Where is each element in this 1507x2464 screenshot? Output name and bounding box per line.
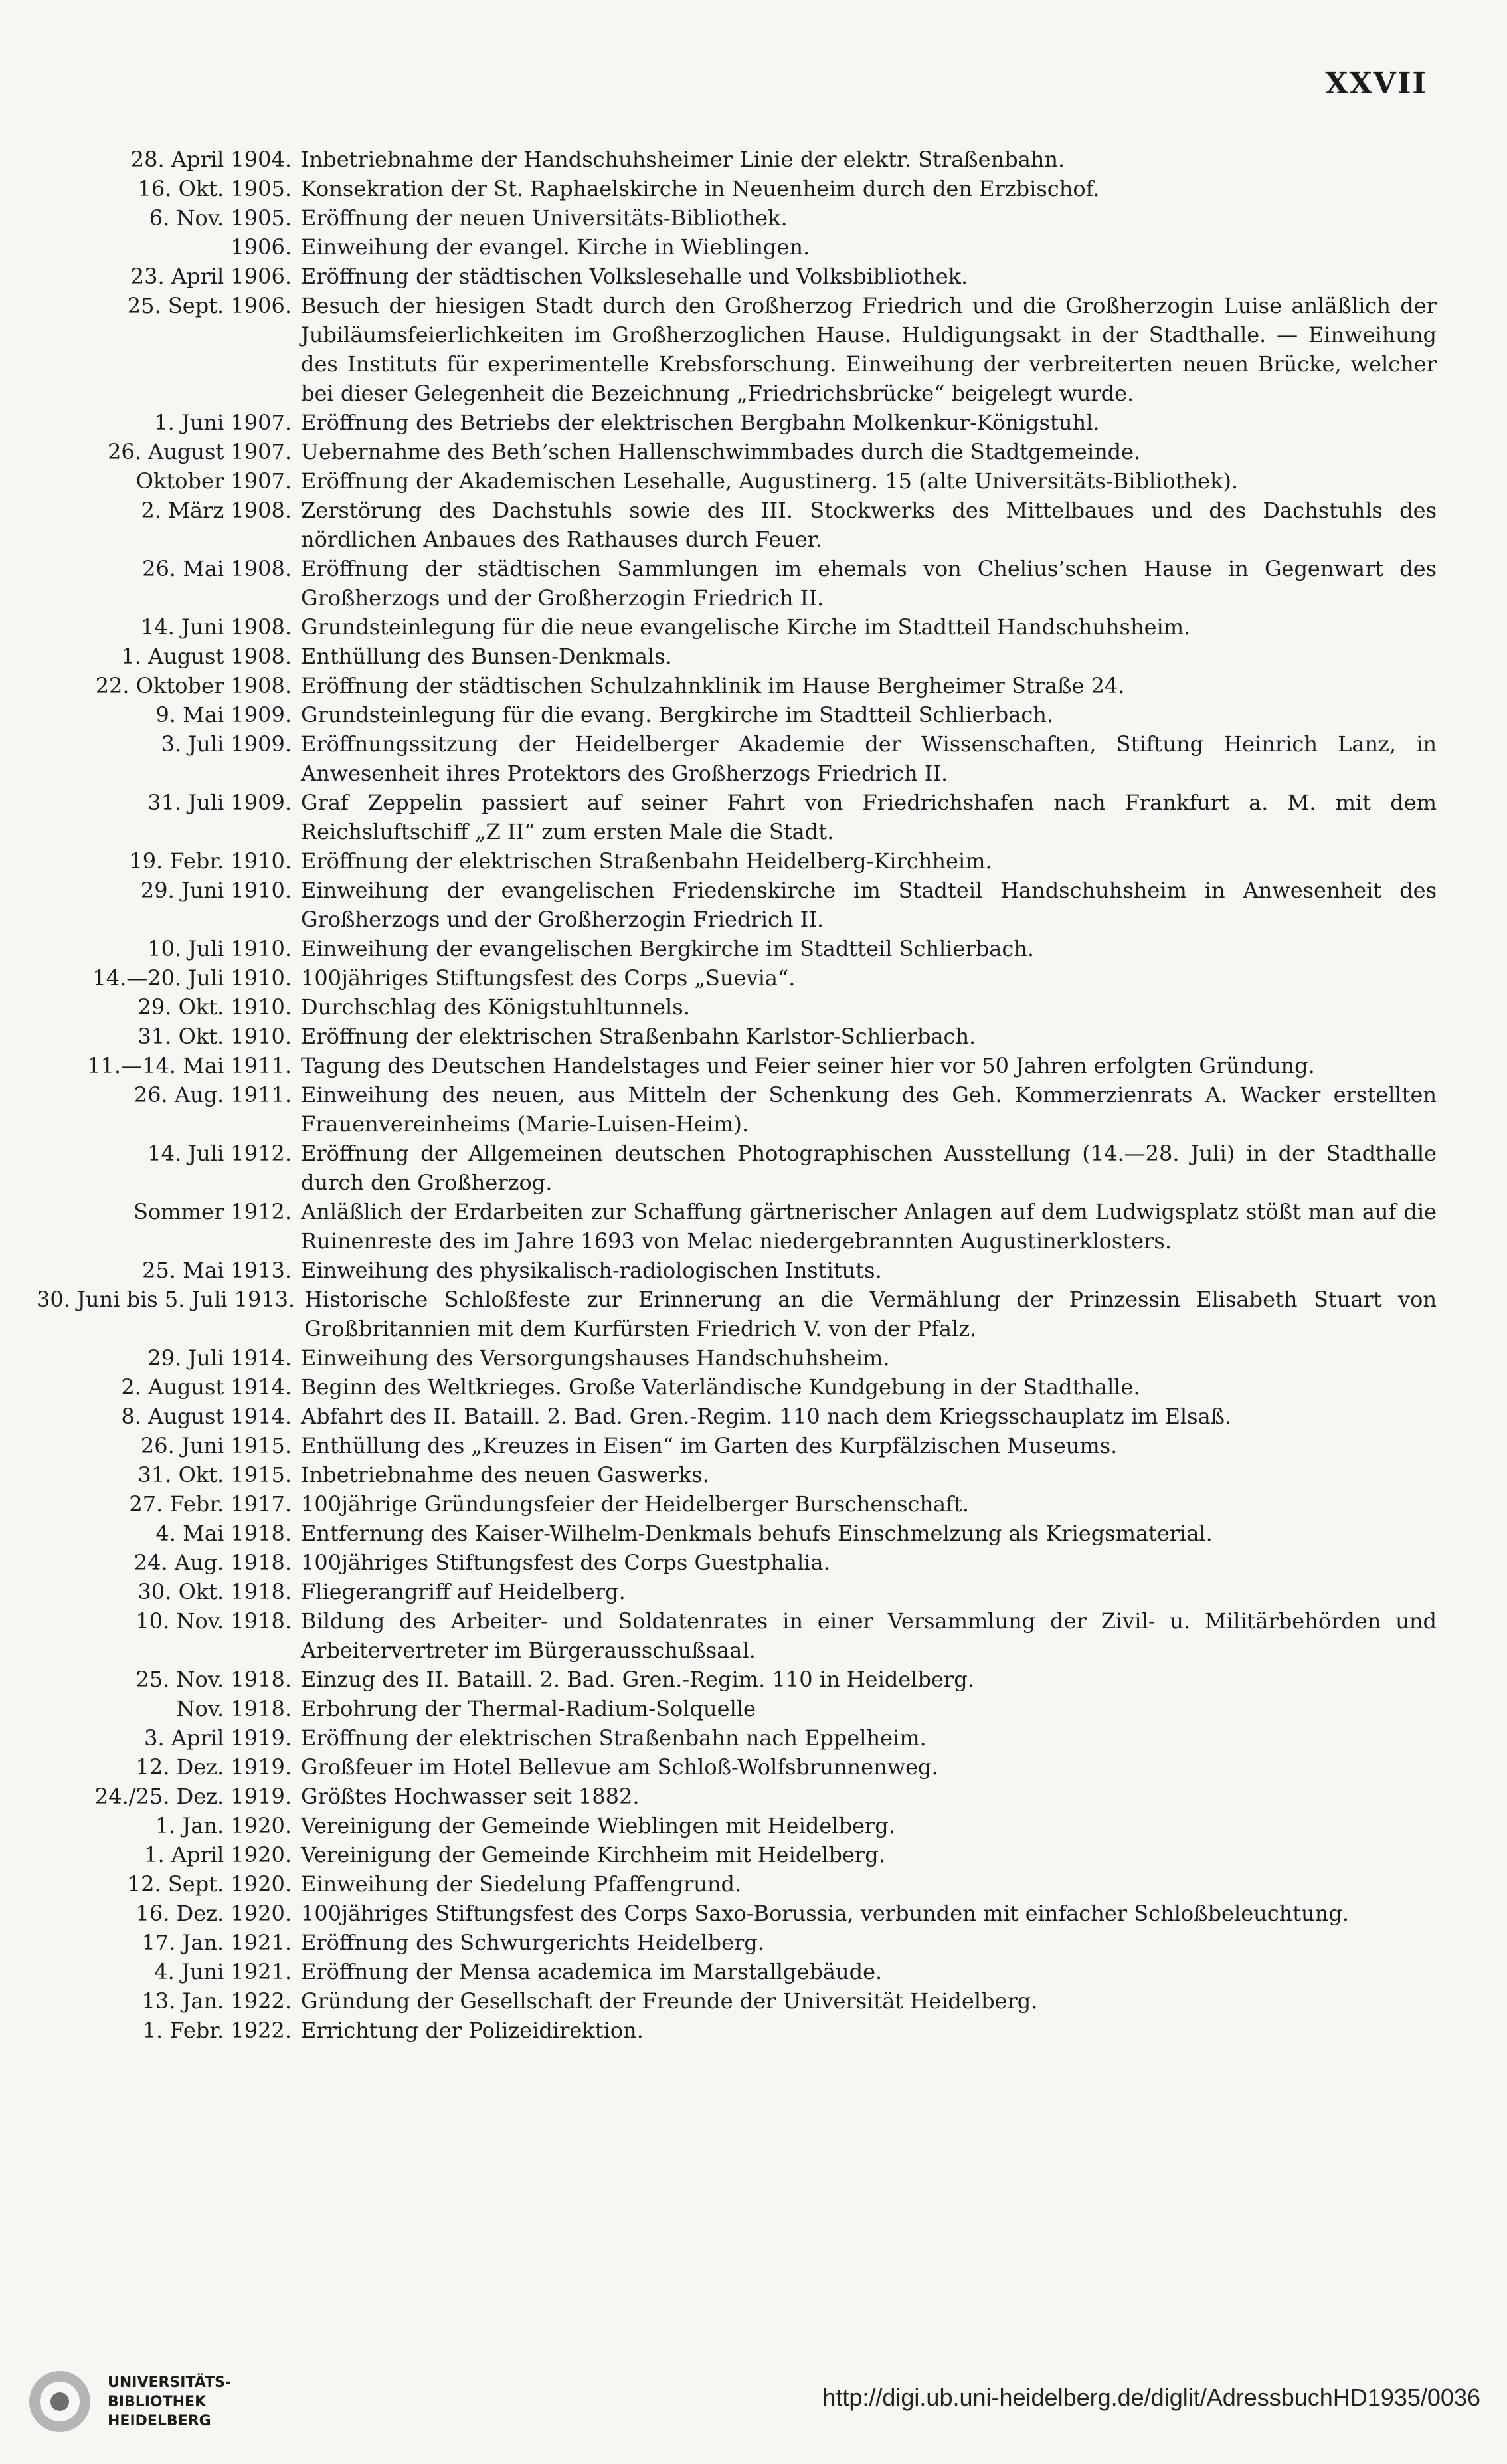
entry-date: 26. Juni 1915. — [140, 1433, 292, 1458]
entry-date: Oktober 1907. — [135, 468, 292, 494]
entry-date: 2. August 1914. — [121, 1374, 292, 1400]
entry-date: 14. Juni 1908. — [140, 615, 292, 640]
chronicle-entry — [37, 1840, 1437, 1869]
entry-text: Bildung des Arbeiter- und Soldatenrates in einer Versammlung der Zivil- u. Militärbehörden und Arbeitervertreter im Bürgerausschußsaal. — [301, 1608, 1437, 1663]
entry-date: 3. April 1919. — [144, 1725, 292, 1751]
chronicle-entry — [37, 934, 1437, 963]
entry-date: 30. Juni bis 5. Juli 1913. — [37, 1287, 296, 1312]
chronicle-entry — [37, 613, 1437, 642]
entry-text: Eröffnung der städtischen Sammlungen im ehemals von Chelius’schen Hause in Gegenwart des Großherzogs und der Großherzogin Friedrich II. — [301, 556, 1437, 611]
entry-text: Eröffnung der elektrischen Straßenbahn Karlstor-Schlierbach. — [301, 1024, 976, 1049]
entry-date: 31. Okt. 1910. — [137, 1024, 292, 1049]
entry-date: 2. März 1908. — [141, 498, 292, 523]
chronicle-entry — [37, 203, 1437, 233]
entry-date: 12. Dez. 1919. — [135, 1754, 292, 1780]
entry-text: 100jähriges Stiftungsfest des Corps Saxo-Borussia, verbunden mit einfacher Schloßbeleuchtung. — [301, 1901, 1350, 1926]
entry-date: 30. Okt. 1918. — [137, 1579, 292, 1604]
entry-text: Eröffnung der Allgemeinen deutschen Photographischen Ausstellung (14.—28. Juli) in der Stadthalle durch den Großherzog. — [301, 1141, 1437, 1195]
entry-text: 100jähriges Stiftungsfest des Corps „Suevia“. — [301, 965, 796, 991]
entry-text: Enthüllung des Bunsen-Denkmals. — [301, 644, 672, 669]
entry-text: Abfahrt des II. Bataill. 2. Bad. Gren.-Regim. 110 nach dem Kriegsschauplatz im Elsaß. — [301, 1404, 1232, 1429]
entry-text: 100jährige Gründungsfeier der Heidelberger Burschenschaft. — [301, 1491, 969, 1517]
entry-date: 31. Okt. 1915. — [137, 1462, 292, 1487]
entry-date: 12. Sept. 1920. — [127, 1871, 292, 1897]
chronicle-entry — [37, 496, 1437, 554]
chronicle-entry — [37, 671, 1437, 700]
entry-text: Uebernahme des Beth’schen Hallenschwimmbades durch die Stadtgemeinde. — [301, 439, 1141, 464]
chronicle-entry — [37, 1343, 1437, 1373]
chronicle-entry — [37, 1899, 1437, 1928]
entry-date: 24. Aug. 1918. — [133, 1550, 292, 1575]
chronicle-entry — [37, 145, 1437, 174]
library-name: UNIVERSITÄTS- BIBLIOTHEK HEIDELBERG — [108, 2374, 232, 2429]
entry-date: 1. Juni 1907. — [154, 410, 292, 435]
chronicle-entry — [37, 1753, 1437, 1782]
chronicle-entry — [37, 788, 1437, 846]
entry-date: 26. August 1907. — [108, 439, 292, 464]
chronicle-entry — [37, 1080, 1437, 1139]
chronicle-entry — [37, 729, 1437, 788]
chronicle-entry — [37, 1986, 1437, 2016]
entry-date: 6. Nov. 1905. — [149, 205, 292, 231]
chronicle-entry — [37, 700, 1437, 729]
chronicle-entry — [37, 1869, 1437, 1899]
entry-date: 13. Jan. 1922. — [141, 1988, 292, 2014]
chronicle-list — [37, 145, 1437, 2045]
chronicle-entry — [37, 993, 1437, 1022]
entry-text: Eröffnung der neuen Universitäts-Bibliothek. — [301, 205, 788, 231]
chronicle-entry — [37, 963, 1437, 993]
chronicle-entry — [37, 1431, 1437, 1460]
entry-text: Eröffnung der elektrischen Straßenbahn nach Eppelheim. — [301, 1725, 927, 1751]
entry-text: Anläßlich der Erdarbeiten zur Schaffung gärtnerischer Anlagen auf dem Ludwigsplatz stößt man auf die Ruinenreste des im Jahre 1693 von Melac niedergebrannten Augustinerklosters. — [301, 1199, 1437, 1254]
entry-text: Eröffnung des Schwurgerichts Heidelberg. — [301, 1930, 764, 1955]
library-logo — [27, 2368, 231, 2435]
entry-date: 17. Jan. 1921. — [141, 1930, 292, 1955]
entry-date: 29. Juni 1910. — [140, 878, 292, 903]
chronicle-entry — [37, 1577, 1437, 1606]
entry-text: Erbohrung der Thermal-Radium-Solquelle — [301, 1696, 756, 1721]
entry-text: Inbetriebnahme des neuen Gaswerks. — [301, 1462, 709, 1487]
entry-text: Einweihung der evangelischen Bergkirche im Stadtteil Schlierbach. — [301, 936, 1035, 961]
entry-text: Größtes Hochwasser seit 1882. — [301, 1784, 640, 1809]
entry-text: Einweihung der Siedelung Pfaffengrund. — [301, 1871, 742, 1897]
chronicle-entry — [37, 642, 1437, 671]
chronicle-entry — [37, 1460, 1437, 1489]
chronicle-entry — [37, 1694, 1437, 1723]
entry-date: 16. Okt. 1905. — [137, 176, 292, 201]
entry-text: Eröffnung der städtischen Schulzahnklinik im Hause Bergheimer Straße 24. — [301, 673, 1125, 698]
entry-text: Einzug des II. Bataill. 2. Bad. Gren.-Regim. 110 in Heidelberg. — [301, 1667, 974, 1692]
chronicle-entry — [37, 1489, 1437, 1519]
entry-text: Enthüllung des „Kreuzes in Eisen“ im Garten des Kurpfälzischen Museums. — [301, 1433, 1118, 1458]
chronicle-entry — [37, 1957, 1437, 1986]
chronicle-entry — [37, 1051, 1437, 1080]
entry-date: 31. Juli 1909. — [147, 790, 292, 815]
entry-date: 1. April 1920. — [144, 1842, 292, 1867]
entry-text: Besuch der hiesigen Stadt durch den Großherzog Friedrich und die Großherzogin Luise anläßlich der Jubiläumsfeierlichkeiten im Großherzoglichen Hause. Huldigungsakt in der Stadthalle. — Einweihung des Instituts für experimentelle Krebsforschung. Einweihung der verbreiterten neuen Brücke, welcher bei dieser Gelegenheit die Bezeichnung „Friedrichsbrücke“ beigelegt wurde. — [301, 293, 1437, 406]
chronicle-entry — [37, 1139, 1437, 1197]
chronicle-entry — [37, 1256, 1437, 1285]
entry-date: 4. Juni 1921. — [154, 1959, 292, 1984]
entry-text: Einweihung des Versorgungshauses Handschuhsheim. — [301, 1345, 890, 1371]
entry-text: Einweihung der evangelischen Friedenskirche im Stadteil Handschuhsheim in Anwesenheit des Großherzogs und der Großherzogin Friedrich II. — [301, 878, 1437, 932]
chronicle-entry — [37, 233, 1437, 262]
chronicle-entry — [37, 1402, 1437, 1431]
page-number: XXVII — [1325, 66, 1427, 100]
entry-date: 1. Jan. 1920. — [155, 1813, 292, 1838]
entry-date: 1906. — [230, 235, 292, 260]
entry-text: Historische Schloßfeste zur Erinnerung an die Vermählung der Prinzessin Elisabeth Stuart von Großbritannien mit dem Kurfürsten Friedrich V. von der Pfalz. — [304, 1287, 1437, 1341]
entry-text: Graf Zeppelin passiert auf seiner Fahrt von Friedrichshafen nach Frankfurt a. M. mit dem Reichsluftschiff „Z II“ zum ersten Male die Stadt. — [301, 790, 1437, 844]
chronicle-entry — [37, 1606, 1437, 1665]
entry-text: Beginn des Weltkrieges. Große Vaterländische Kundgebung in der Stadthalle. — [301, 1374, 1140, 1400]
entry-text: Eröffnungssitzung der Heidelberger Akademie der Wissenschaften, Stiftung Heinrich Lanz, in Anwesenheit ihres Protektors des Großherzogs Friedrich II. — [301, 731, 1437, 786]
library-seal-icon — [27, 2368, 93, 2435]
source-url[interactable]: http://digi.ub.uni-heidelberg.de/diglit/AdressbuchHD1935/0036 — [822, 2384, 1480, 2411]
chronicle-entry — [37, 2016, 1437, 2045]
entry-date: 29. Okt. 1910. — [137, 995, 292, 1020]
chronicle-entry — [37, 437, 1437, 466]
entry-text: Großfeuer im Hotel Bellevue am Schloß-Wolfsbrunnenweg. — [301, 1754, 938, 1780]
chronicle-entry — [37, 554, 1437, 613]
chronicle-entry — [37, 262, 1437, 291]
entry-date: 22. Oktober 1908. — [95, 673, 292, 698]
chronicle-entry — [37, 1519, 1437, 1548]
chronicle-entry — [37, 1782, 1437, 1811]
entry-text: Gründung der Gesellschaft der Freunde der Universität Heidelberg. — [301, 1988, 1038, 2014]
entry-date: 25. Sept. 1906. — [127, 293, 292, 318]
entry-text: Vereinigung der Gemeinde Kirchheim mit Heidelberg. — [301, 1842, 885, 1867]
entry-text: Entfernung des Kaiser-Wilhelm-Denkmals behufs Einschmelzung als Kriegsmaterial. — [301, 1521, 1213, 1546]
entry-date: 19. Febr. 1910. — [129, 848, 292, 874]
chronicle-entry — [37, 408, 1437, 437]
entry-text: Eröffnung des Betriebs der elektrischen Bergbahn Molkenkur-Königstuhl. — [301, 410, 1100, 435]
chronicle-entry — [37, 1811, 1437, 1840]
chronicle-entry — [37, 1022, 1437, 1051]
entry-text: Vereinigung der Gemeinde Wieblingen mit Heidelberg. — [301, 1813, 895, 1838]
chronicle-entry — [37, 1197, 1437, 1256]
entry-date: 25. Nov. 1918. — [135, 1667, 292, 1692]
chronicle-entry — [37, 1548, 1437, 1577]
entry-date: 26. Aug. 1911. — [133, 1082, 292, 1107]
entry-text: Eröffnung der elektrischen Straßenbahn Heidelberg-Kirchheim. — [301, 848, 992, 874]
entry-text: Tagung des Deutschen Handelstages und Feier seiner hier vor 50 Jahren erfolgten Gründung. — [301, 1053, 1315, 1078]
chronicle-entry — [37, 466, 1437, 496]
entry-date: 3. Juli 1909. — [161, 731, 292, 757]
entry-text: Einweihung der evangel. Kirche in Wieblingen. — [301, 235, 810, 260]
chronicle-entry — [37, 876, 1437, 934]
entry-date: 14.—20. Juli 1910. — [92, 965, 292, 991]
entry-text: Eröffnung der Akademischen Lesehalle, Augustinerg. 15 (alte Universitäts-Bibliothek). — [301, 468, 1239, 494]
entry-date: 25. Mai 1913. — [142, 1258, 292, 1283]
entry-text: Einweihung des physikalisch-radiologischen Instituts. — [301, 1258, 882, 1283]
entry-date: 26. Mai 1908. — [142, 556, 292, 581]
entry-text: 100jähriges Stiftungsfest des Corps Guestphalia. — [301, 1550, 830, 1575]
entry-date: 4. Mai 1918. — [155, 1521, 292, 1546]
entry-date: Sommer 1912. — [133, 1199, 292, 1224]
entry-date: 10. Nov. 1918. — [135, 1608, 292, 1634]
entry-text: Errichtung der Polizeidirektion. — [301, 2018, 644, 2043]
entry-text: Grundsteinlegung für die evang. Bergkirche im Stadtteil Schlierbach. — [301, 702, 1054, 727]
chronicle-entry — [37, 1285, 1437, 1343]
entry-text: Eröffnung der Mensa academica im Marstallgebäude. — [301, 1959, 883, 1984]
entry-text: Konsekration der St. Raphaelskirche in Neuenheim durch den Erzbischof. — [301, 176, 1100, 201]
entry-date: 1. Febr. 1922. — [142, 2018, 292, 2043]
entry-text: Fliegerangriff auf Heidelberg. — [301, 1579, 626, 1604]
entry-text: Durchschlag des Königstuhltunnels. — [301, 995, 690, 1020]
entry-date: 1. August 1908. — [121, 644, 292, 669]
chronicle-entry — [37, 1373, 1437, 1402]
entry-date: 9. Mai 1909. — [155, 702, 292, 727]
entry-date: 10. Juli 1910. — [147, 936, 292, 961]
entry-text: Einweihung des neuen, aus Mitteln der Schenkung des Geh. Kommerzienrats A. Wacker erstellten Frauenvereinheims (Marie-Luisen-Heim). — [301, 1082, 1437, 1137]
entry-date: 11.—14. Mai 1911. — [87, 1053, 292, 1078]
entry-text: Eröffnung der städtischen Volkslesehalle und Volksbibliothek. — [301, 264, 968, 289]
entry-date: 16. Dez. 1920. — [135, 1901, 292, 1926]
chronicle-entry — [37, 1665, 1437, 1694]
chronicle-entry — [37, 291, 1437, 408]
chronicle-entry — [37, 174, 1437, 203]
chronicle-entry — [37, 1928, 1437, 1957]
entry-date: 29. Juli 1914. — [147, 1345, 292, 1371]
entry-date: 23. April 1906. — [130, 264, 292, 289]
entry-date: 27. Febr. 1917. — [129, 1491, 292, 1517]
entry-text: Zerstörung des Dachstuhls sowie des III. Stockwerks des Mittelbaues und des Dachstuhls des nördlichen Anbaues des Rathauses durch Feuer. — [301, 498, 1437, 552]
entry-date: 8. August 1914. — [121, 1404, 292, 1429]
entry-date: Nov. 1918. — [176, 1696, 292, 1721]
entry-date: 14. Juli 1912. — [147, 1141, 292, 1166]
entry-text: Grundsteinlegung für die neue evangelische Kirche im Stadtteil Handschuhsheim. — [301, 615, 1191, 640]
entry-date: 28. April 1904. — [130, 147, 292, 172]
entry-text: Inbetriebnahme der Handschuhsheimer Linie der elektr. Straßenbahn. — [301, 147, 1065, 172]
chronicle-entry — [37, 846, 1437, 876]
chronicle-entry — [37, 1723, 1437, 1753]
entry-date: 24./25. Dez. 1919. — [94, 1784, 292, 1809]
